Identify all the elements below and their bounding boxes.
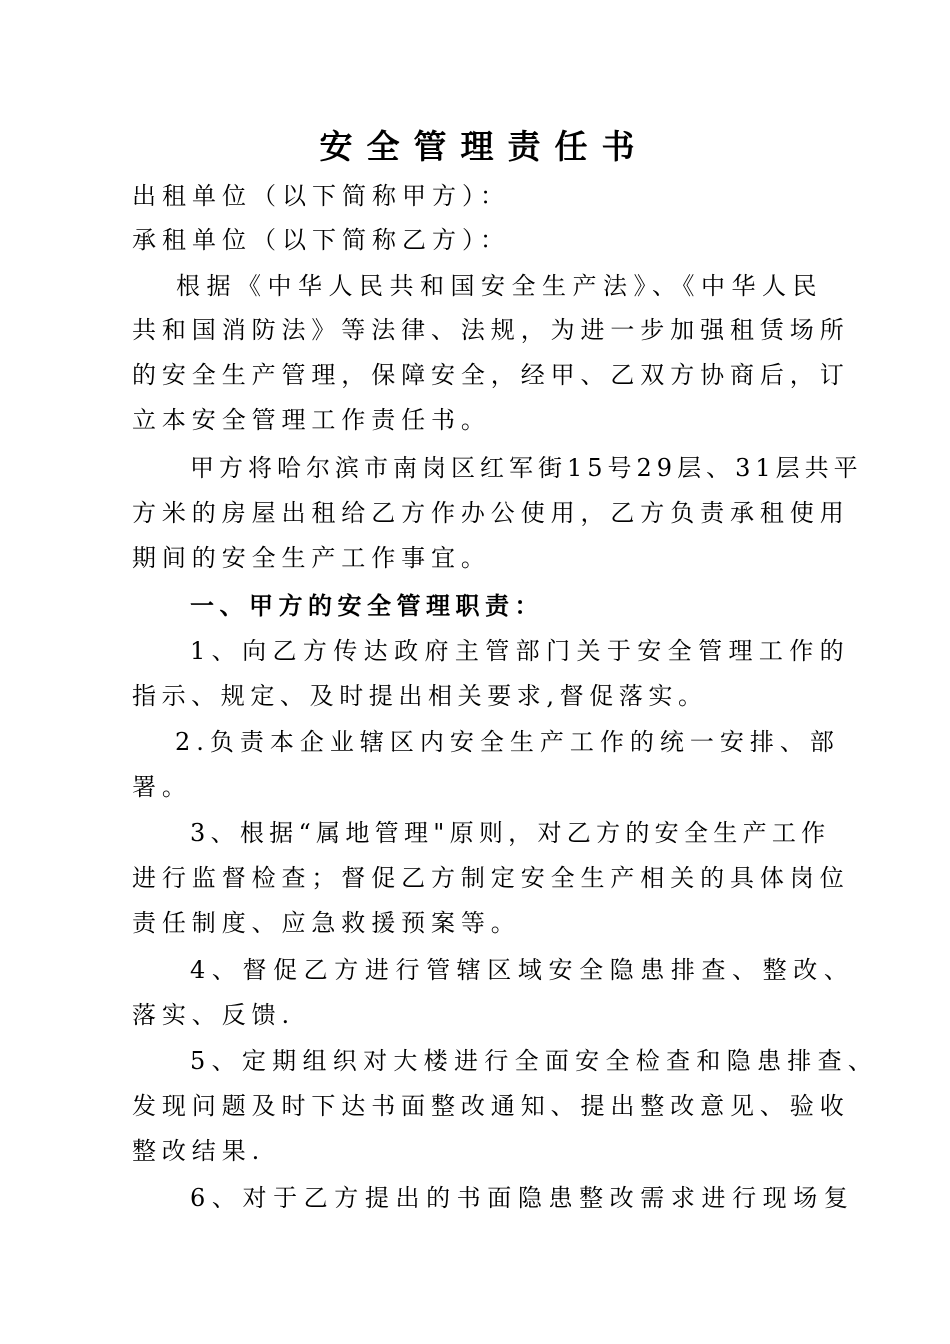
section-heading-1: 一、甲方的安全管理职责： xyxy=(190,591,544,620)
text-line-item3-1: 3、根据“属地管理"原则，对乙方的安全生产工作 xyxy=(190,819,831,847)
text-line-item4-2: 落实、反馈. xyxy=(132,1001,296,1029)
text-line-item3-3: 责任制度、应急救援预案等。 xyxy=(132,909,521,937)
text-line-item1-2: 指示、规定、及时提出相关要求,督促落实。 xyxy=(132,682,708,710)
text-line-intro-4: 立本安全管理工作责任书。 xyxy=(132,406,491,434)
text-line-intro-2: 共和国消防法》等法律、法规，为进一步加强租赁场所 xyxy=(132,316,850,344)
text-line-item5-2: 发现问题及时下达书面整改通知、提出整改意见、验收 xyxy=(132,1092,850,1120)
text-line-intro-1: 根据《中华人民共和国安全生产法》、《中华人民 xyxy=(176,272,823,300)
text-line-item2-2: 署。 xyxy=(132,773,192,801)
text-line-item5-3: 整改结果. xyxy=(132,1137,266,1165)
text-line-premises-2: 方米的房屋出租给乙方作办公使用，乙方负责承租使用 xyxy=(132,499,850,527)
text-line-item4-1: 4、督促乙方进行管辖区域安全隐患排查、整改、 xyxy=(190,956,855,984)
text-line-item6-1: 6、对于乙方提出的书面隐患整改需求进行现场复 xyxy=(190,1184,855,1212)
document-title: 安全管理责任书 xyxy=(319,127,649,166)
text-line-premises-3: 期间的安全生产工作事宜。 xyxy=(132,544,491,572)
text-line-item5-1: 5、定期组织对大楼进行全面安全检查和隐患排查、 xyxy=(190,1047,879,1075)
text-line-item3-2: 进行监督检查；督促乙方制定安全生产相关的具体岗位 xyxy=(132,864,850,892)
text-line-intro-3: 的安全生产管理，保障安全，经甲、乙双方协商后，订 xyxy=(132,361,850,389)
text-line-lessee: 承租单位（以下简称乙方）： xyxy=(132,226,510,254)
text-line-item1-1: 1、向乙方传达政府主管部门关于安全管理工作的 xyxy=(190,637,851,665)
text-line-premises-1: 甲方将哈尔滨市南岗区红军街15号29层、31层共平 xyxy=(190,454,863,482)
text-line-lessor: 出租单位（以下简称甲方）： xyxy=(132,182,510,210)
text-line-item2-1: 2.负责本企业辖区内安全生产工作的统一安排、部 xyxy=(175,728,840,756)
